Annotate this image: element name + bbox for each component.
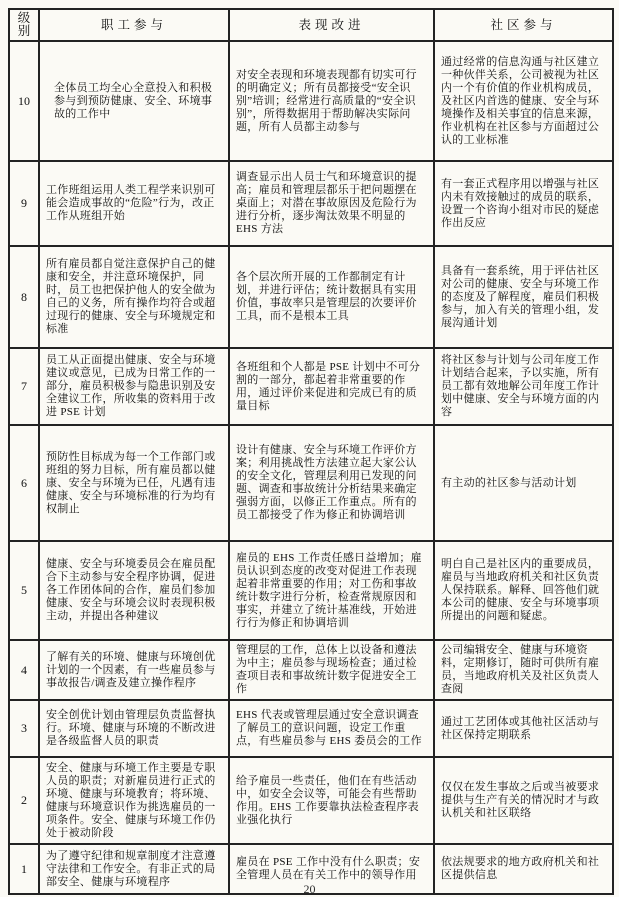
- level-cell: 3: [9, 700, 39, 757]
- level-cell: 8: [9, 246, 39, 348]
- community-participation-cell: 有一套正式程序用以增强与社区内未有效接触过的成员的联系，设置一个咨询小组对市民的疑虑作出反应: [434, 161, 613, 246]
- performance-improvement-cell: 对安全表现和环境表现都有切实可行的明确定义；所有员都接受“安全识别”培训；经常进行高质量的“安全识别”，所得数据用于帮助解决实际问题，所有人员都主动参与: [229, 41, 434, 161]
- level-cell: 5: [9, 541, 39, 640]
- performance-improvement-cell: 各班组和个人都是 PSE 计划中不可分割的一部分，都起着非常重要的作用，通过评价来促进和完成已有的质量目标: [229, 348, 434, 425]
- employee-participation-cell: 健康、安全与环境委员会在雇员配合下主动参与安全程序协调，促进各工作团体间的合作，雇员们参加健康、安全与环境会议时表现积极主动，并提出各种建议: [39, 541, 229, 640]
- level-cell: 2: [9, 757, 39, 844]
- table-row-level-10: [9, 41, 613, 161]
- employee-participation-cell: 员工从正面提出健康、安全与环境建议或意见，已成为日常工作的一部分，雇员积极参与隐患识别及安全建议工作，所收集的资料用于改进 PSE 计划: [39, 348, 229, 425]
- community-participation-cell: 通过经常的信息沟通与社区建立一种伙伴关系，公司被视为社区内一个有价值的作业机构成员，及社区内首选的健康、安全与环境操作及相关事宜的信息来源，作业机构在社区参与方面超过公认的工业标准: [434, 41, 613, 161]
- table-row-level-5: [9, 541, 613, 640]
- employee-participation-cell: 全体员工均全心全意投入和积极参与到预防健康、安全、环境事故的工作中: [39, 41, 229, 161]
- community-participation-cell: 公司编辑安全、健康与环境资料，定期修订，随时可供所有雇员，当地政府机关及社区负责人查阅: [434, 640, 613, 700]
- table-row-level-4: [9, 640, 613, 700]
- header-employee-participation: 职工参与: [39, 9, 229, 41]
- employee-participation-cell: 预防性目标成为每一个工作部门或班组的努力目标，所有雇员都以健康、安全与环境为已任，凡遇有违健康、安全与环境标准的行为均有权制止: [39, 425, 229, 541]
- level-cell: 10: [9, 41, 39, 161]
- level-cell: 1: [9, 844, 39, 894]
- employee-participation-cell: 为了遵守纪律和规章制度才注意遵守法律和工作安全。有非正式的局部安全、健康与环境程序: [39, 844, 229, 894]
- community-participation-cell: 将社区参与计划与公司年度工作计划结合起来，予以实施，所有员工都有效地解公司年度工作计划中健康、安全与环境方面的内容: [434, 348, 613, 425]
- community-participation-cell: 通过工艺团体或其他社区活动与社区保持定期联系: [434, 700, 613, 757]
- employee-participation-cell: 了解有关的环境、健康与环境创优计划的一个因素，有一些雇员参与事故报告/调查及建立操作程序: [39, 640, 229, 700]
- performance-improvement-cell: 设计有健康、安全与环境工作评价方案；利用挑战性方法建立起大家公认的安全文化，管理层利用已发现的问题、调查和事故统计分析结果来确定强弱方面，以修正工作重点。所有的员工都接受了作为修正和协调培训: [229, 425, 434, 541]
- employee-participation-cell: 所有雇员都自觉注意保护自己的健康和安全，并注意环境保护，同时，员工也把保护他人的安全做为自己的义务，所有操作均符合或超过现行的健康、安全与环境规定和标准: [39, 246, 229, 348]
- performance-improvement-cell: 管理层的工作，总体上以设备和遵法为中主；雇员参与现场检查；通过检查项目表和事故统计数字促进安全工作: [229, 640, 434, 700]
- table-row-level-9: [9, 161, 613, 246]
- employee-participation-cell: 安全创优计划由管理层负责监督执行。环境、健康与环境的不断改进是各级监督人员的职责: [39, 700, 229, 757]
- performance-improvement-cell: 雇员的 EHS 工作责任感日益增加；雇员认识到态度的改变对促进工作表现起着非常重要的作用；对工伤和事故统计数字进行分析，检查常规原因和事实，并建立了统计基准线，开始进行行为修正和协调培训: [229, 541, 434, 640]
- header-performance-improvement: 表现改进: [229, 9, 434, 41]
- table-row-level-7: [9, 348, 613, 425]
- community-participation-cell: 明白自己是社区内的重要成员，雇员与当地政府机关和社区负责人保持联系。解释、回答他们就本公司的健康、安全与环境事项所提出的问题和疑虑。: [434, 541, 613, 640]
- performance-improvement-cell: 各个层次所开展的工作都制定有计划，并进行评估；统计数据具有实用价值，事故率只是管理层的次要评价工具，而不是根本工具: [229, 246, 434, 348]
- community-participation-cell: 依法规要求的地方政府机关和社区提供信息: [434, 844, 613, 894]
- performance-improvement-cell: 雇员在 PSE 工作中没有什么职责；安全管理人员在有关工作中的领导作用: [229, 844, 434, 894]
- employee-participation-cell: 安全、健康与环境工作主要是专职人员的职责；对新雇员进行正式的环境、健康与环境教育；将环境、健康与环境意识作为挑选雇员的一项条件。安全、健康与环境工作仍处于被动阶段: [39, 757, 229, 844]
- table-row-level-3: [9, 700, 613, 757]
- performance-improvement-cell: 调查显示出人员士气和环境意识的提高；雇员和管理层都乐于把问题摆在桌面上；对潜在事故原因及危险行为进行分析，逐步淘汰效果不明显的 EHS 方法: [229, 161, 434, 246]
- community-participation-cell: 仅仅在发生事故之后或当被要求提供与生产有关的情况时才与政认机关和社区联络: [434, 757, 613, 844]
- ehs-rating-table: [8, 8, 614, 895]
- table-row-level-6: [9, 425, 613, 541]
- performance-improvement-cell: EHS 代表或管理层通过安全意识调查了解员工的意识问题，设定工作重点，有些雇员参与 EHS 委员会的工作: [229, 700, 434, 757]
- table-row-level-2: [9, 757, 613, 844]
- community-participation-cell: 具备有一套系统，用于评估社区对公司的健康、安全与环境工作的态度及了解程度，雇员们积极参与，加入有关的管理小组，发展沟通计划: [434, 246, 613, 348]
- performance-improvement-cell: 给予雇员一些责任，他们在有些活动中，如安全会议等，可能会有些帮助作用。EHS 工作要靠执法检查程序表业强化执行: [229, 757, 434, 844]
- header-level: 级别: [9, 9, 39, 41]
- level-cell: 6: [9, 425, 39, 541]
- header-community-participation: 社区参与: [434, 9, 613, 41]
- level-cell: 9: [9, 161, 39, 246]
- page-number: 20: [303, 882, 316, 896]
- level-cell: 7: [9, 348, 39, 425]
- table-row-level-8: [9, 246, 613, 348]
- header-row: [9, 9, 613, 41]
- community-participation-cell: 有主动的社区参与活动计划: [434, 425, 613, 541]
- employee-participation-cell: 工作班组运用人类工程学来识别可能会造成事故的“危险”行为，改正工作从班组开始: [39, 161, 229, 246]
- level-cell: 4: [9, 640, 39, 700]
